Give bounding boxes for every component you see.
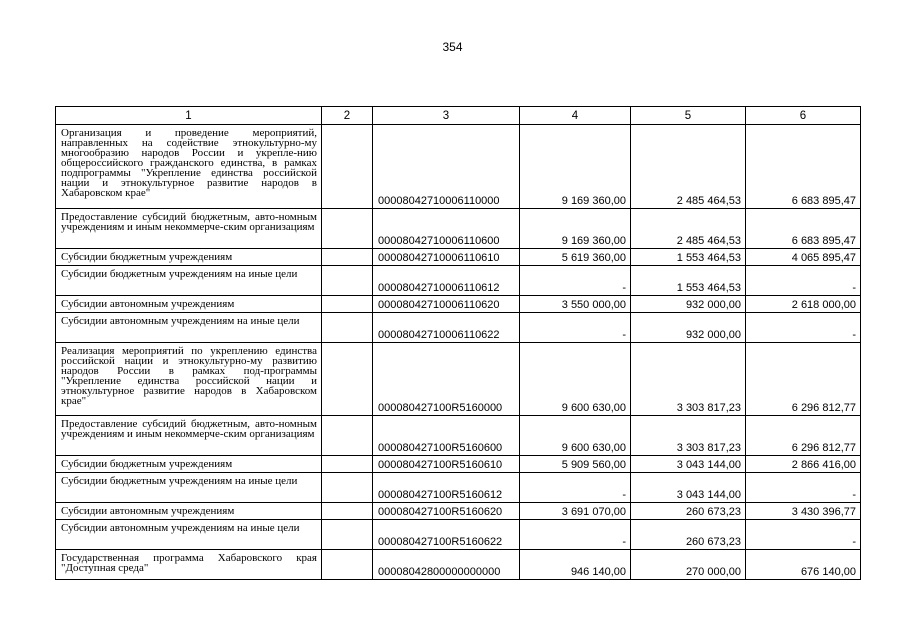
row-value-6: 6 683 895,47 [746, 209, 861, 249]
table-row [56, 550, 861, 580]
header-col-3: 3 [373, 107, 520, 125]
row-code: 000080427100R5160000 [373, 343, 520, 416]
row-name: Субсидии автономным учреждениям на иные цели [56, 520, 322, 550]
row-col2 [322, 550, 373, 580]
row-value-5: 260 673,23 [631, 503, 746, 520]
row-col2 [322, 313, 373, 343]
row-name: Субсидии бюджетным учреждениям на иные цели [56, 266, 322, 296]
table-row [56, 520, 861, 550]
header-row [56, 107, 861, 125]
row-col2 [322, 520, 373, 550]
row-value-6: - [746, 266, 861, 296]
row-col2 [322, 456, 373, 473]
row-value-6: 2 866 416,00 [746, 456, 861, 473]
row-value-5: 3 303 817,23 [631, 343, 746, 416]
row-name: Реализация мероприятий по укреплению единства российской нации и этнокультурно-му развитию народов России в рамках под-программы "Укрепление единства российской нации и этнокультурное развитие народов в Хабаровском крае" [56, 343, 322, 416]
row-value-6: - [746, 313, 861, 343]
row-value-5: 932 000,00 [631, 313, 746, 343]
row-name: Субсидии автономным учреждениям [56, 296, 322, 313]
row-value-6: 6 683 895,47 [746, 125, 861, 209]
row-value-5: 932 000,00 [631, 296, 746, 313]
row-value-4: 5 619 360,00 [520, 249, 631, 266]
budget-table [55, 106, 861, 580]
row-value-4: - [520, 473, 631, 503]
page-number: 354 [442, 40, 463, 54]
row-value-4: - [520, 266, 631, 296]
row-value-5: 270 000,00 [631, 550, 746, 580]
table-row [56, 249, 861, 266]
header-col-1: 1 [56, 107, 322, 125]
row-code: 00008042710006110622 [373, 313, 520, 343]
row-code: 000080427100R5160612 [373, 473, 520, 503]
row-col2 [322, 503, 373, 520]
row-col2 [322, 416, 373, 456]
row-value-5: 1 553 464,53 [631, 266, 746, 296]
row-value-4: - [520, 313, 631, 343]
row-value-6: 6 296 812,77 [746, 416, 861, 456]
row-col2 [322, 473, 373, 503]
table-row [56, 503, 861, 520]
row-code: 00008042710006110000 [373, 125, 520, 209]
row-col2 [322, 343, 373, 416]
row-value-5: 260 673,23 [631, 520, 746, 550]
row-name: Субсидии автономным учреждениям [56, 503, 322, 520]
row-value-4: 9 169 360,00 [520, 209, 631, 249]
row-value-6: 6 296 812,77 [746, 343, 861, 416]
table-row [56, 473, 861, 503]
row-value-6: - [746, 473, 861, 503]
row-code: 00008042710006110620 [373, 296, 520, 313]
row-value-5: 1 553 464,53 [631, 249, 746, 266]
row-col2 [322, 209, 373, 249]
row-value-6: 2 618 000,00 [746, 296, 861, 313]
row-value-4: 9 600 630,00 [520, 343, 631, 416]
row-value-4: 9 600 630,00 [520, 416, 631, 456]
row-code: 000080427100R5160620 [373, 503, 520, 520]
row-code: 000080427100R5160600 [373, 416, 520, 456]
row-value-6: 676 140,00 [746, 550, 861, 580]
row-value-5: 3 043 144,00 [631, 473, 746, 503]
table-row [56, 456, 861, 473]
row-col2 [322, 249, 373, 266]
row-value-6: - [746, 520, 861, 550]
table-row [56, 266, 861, 296]
table-row [56, 313, 861, 343]
row-name: Организация и проведение мероприятий, направленных на содействие этнокультурно-му многообразию народов России и укрепле-нию общероссийского гражданского единства, в рамках подпрограммы "Укрепление единства российской нации и этнокультурное развитие народов в Хабаровском крае" [56, 125, 322, 209]
table-row [56, 296, 861, 313]
row-name: Предоставление субсидий бюджетным, авто-номным учреждениям и иным некоммерче-ским организациям [56, 209, 322, 249]
row-name: Субсидии бюджетным учреждениям на иные цели [56, 473, 322, 503]
row-value-5: 3 303 817,23 [631, 416, 746, 456]
row-value-5: 3 043 144,00 [631, 456, 746, 473]
row-name: Субсидии бюджетным учреждениям [56, 249, 322, 266]
row-value-4: 9 169 360,00 [520, 125, 631, 209]
row-code: 00008042710006110612 [373, 266, 520, 296]
table-row [56, 416, 861, 456]
row-name: Государственная программа Хабаровского края "Доступная среда" [56, 550, 322, 580]
header-col-6: 6 [746, 107, 861, 125]
row-value-4: 946 140,00 [520, 550, 631, 580]
row-value-4: - [520, 520, 631, 550]
row-code: 00008042710006110600 [373, 209, 520, 249]
row-value-4: 5 909 560,00 [520, 456, 631, 473]
row-col2 [322, 296, 373, 313]
row-value-5: 2 485 464,53 [631, 209, 746, 249]
row-value-6: 3 430 396,77 [746, 503, 861, 520]
row-code: 00008042800000000000 [373, 550, 520, 580]
table-row [56, 209, 861, 249]
row-code: 00008042710006110610 [373, 249, 520, 266]
header-col-5: 5 [631, 107, 746, 125]
table-row [56, 125, 861, 209]
row-value-5: 2 485 464,53 [631, 125, 746, 209]
row-value-4: 3 691 070,00 [520, 503, 631, 520]
table-row [56, 343, 861, 416]
row-name: Субсидии автономным учреждениям на иные цели [56, 313, 322, 343]
row-code: 000080427100R5160622 [373, 520, 520, 550]
row-value-6: 4 065 895,47 [746, 249, 861, 266]
row-col2 [322, 125, 373, 209]
header-col-2: 2 [322, 107, 373, 125]
header-col-4: 4 [520, 107, 631, 125]
row-name: Субсидии бюджетным учреждениям [56, 456, 322, 473]
row-code: 000080427100R5160610 [373, 456, 520, 473]
row-col2 [322, 266, 373, 296]
row-value-4: 3 550 000,00 [520, 296, 631, 313]
row-name: Предоставление субсидий бюджетным, авто-номным учреждениям и иным некоммерче-ским организациям [56, 416, 322, 456]
